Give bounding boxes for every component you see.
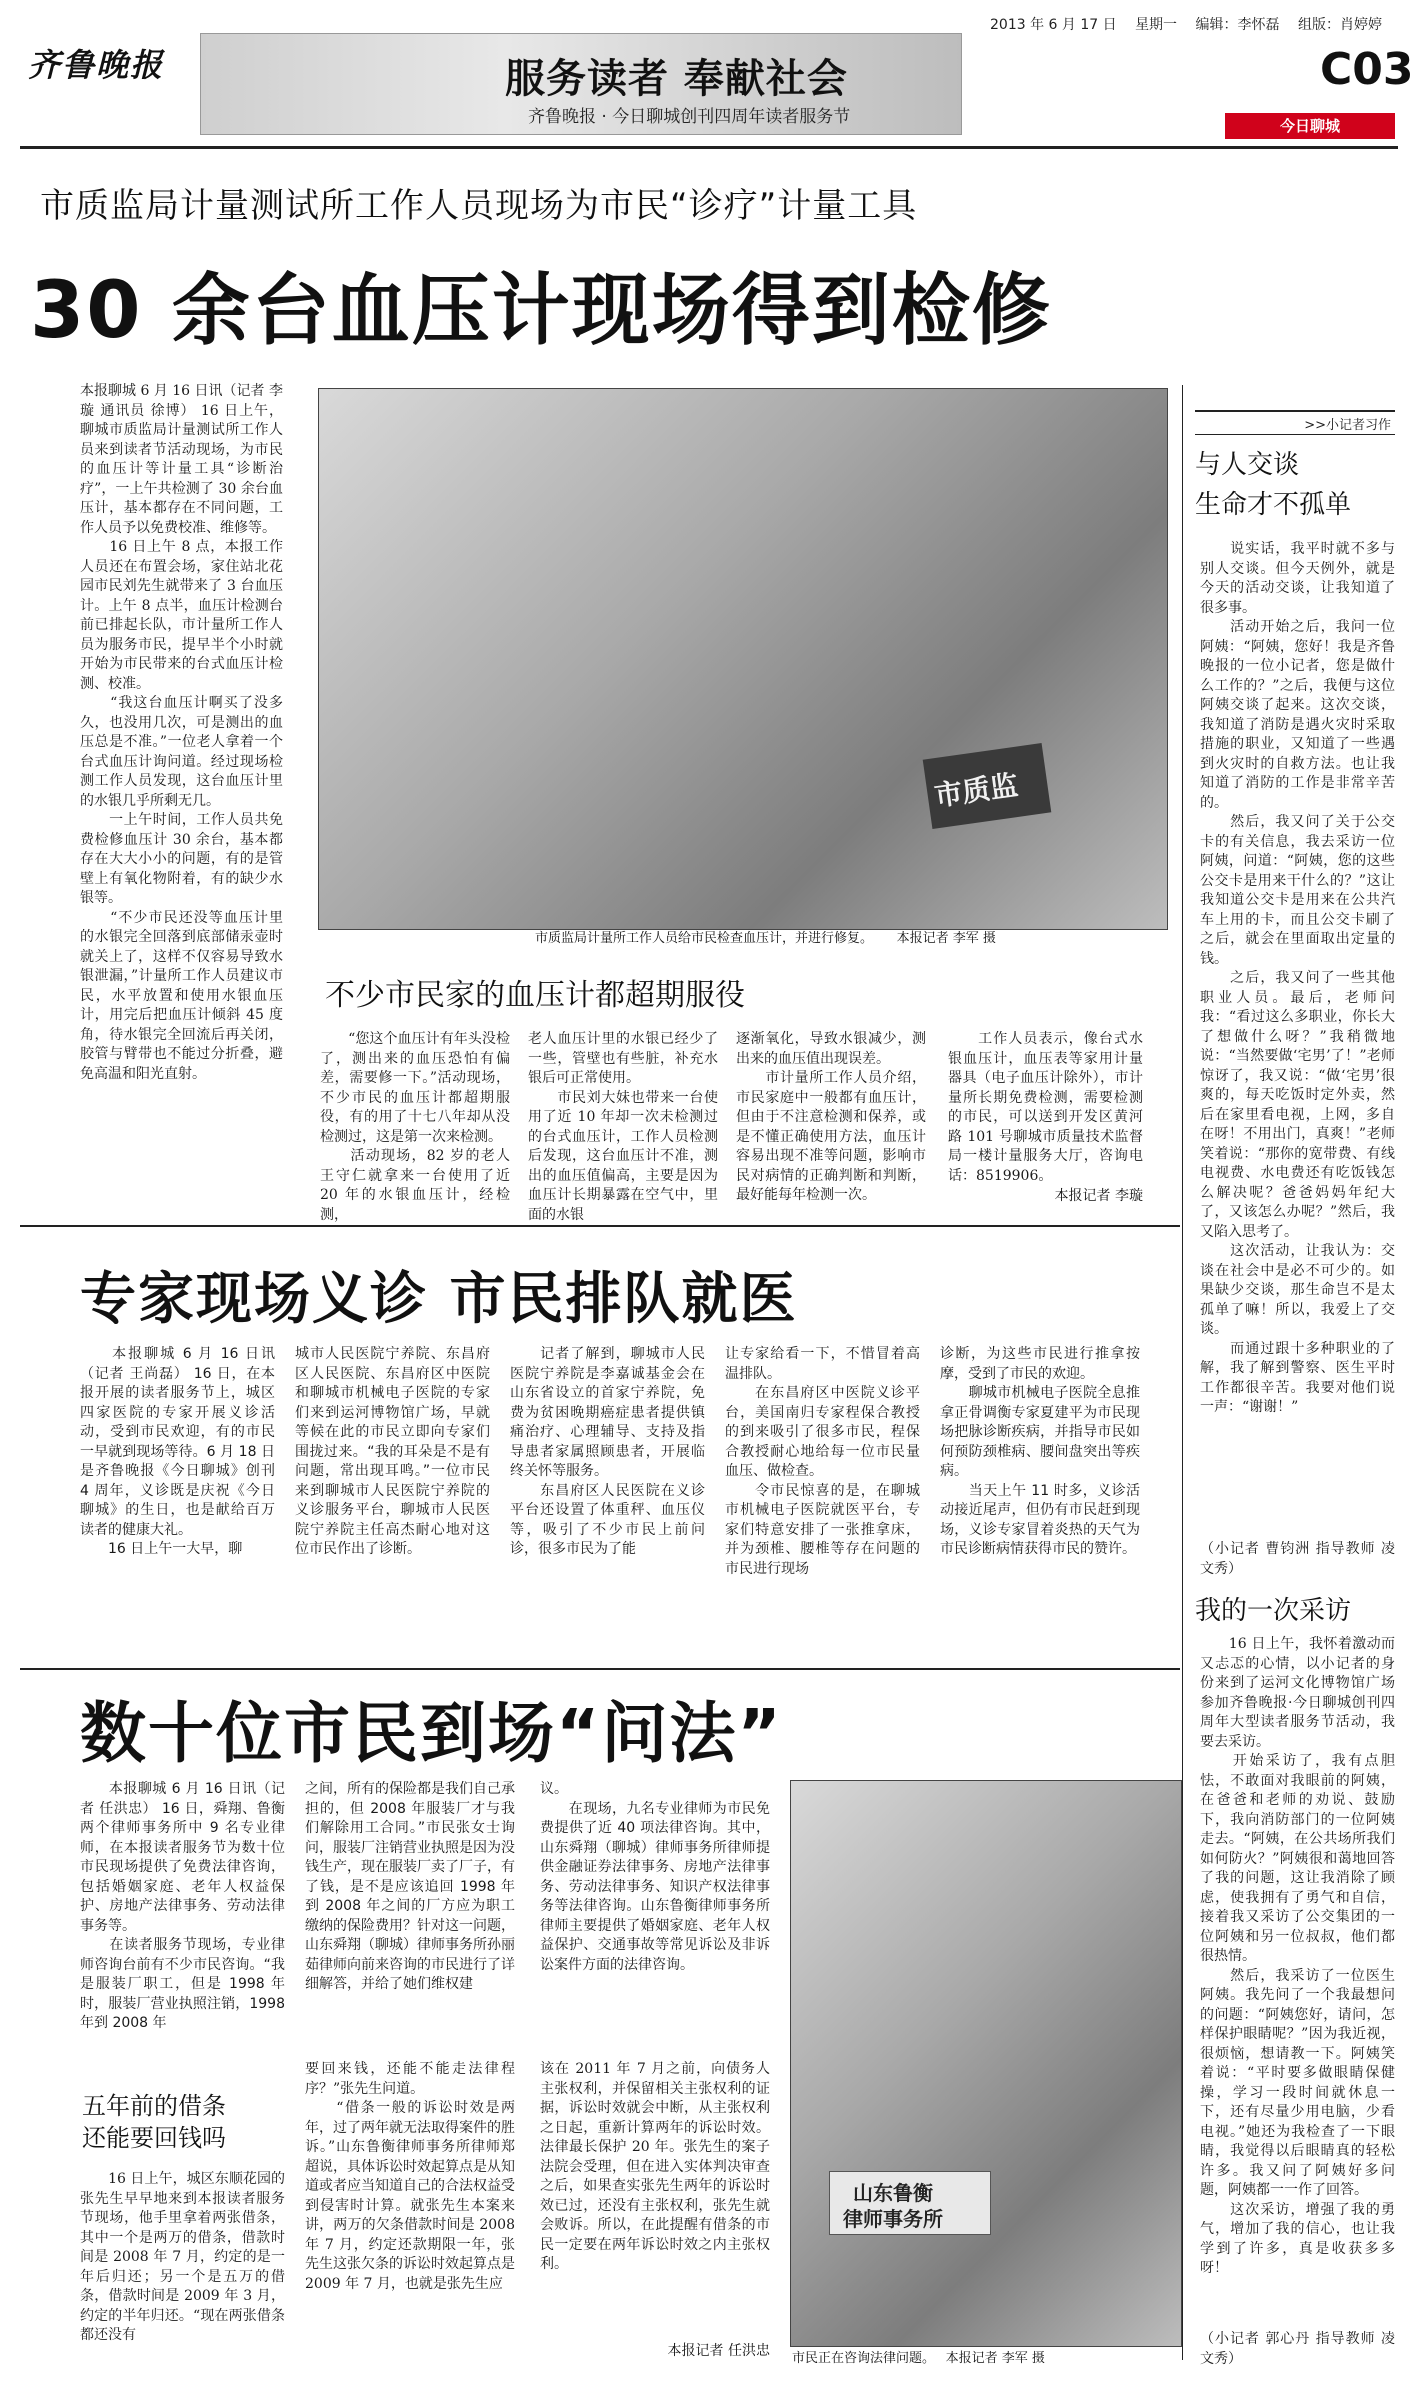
sidebar-title1	[1195, 445, 1351, 525]
caption-text: 市质监局计量所工作人员给市民检查血压计，并进行修复。	[535, 931, 867, 946]
story3-sub-col1: 16 日上午，城区东顺花园的张先生早早地来到本报读者服务节现场，他手里拿着两张借条，其中一个是两万的借条，借款时间是 2008 年 7 月，约定的是一年后归还；另一个是五万的借条，借款时间是 2009 年 3 月，约定的半年归还。“现在两张借条都还没有	[80, 2171, 285, 2343]
story2-col3: 记者了解到，聊城市人民医院宁养院是李嘉诚基金会在山东省设立的首家宁养院，免费为贫困晚期癌症患者提供镇痛治疗、心理辅导、支持及指导患者家属照顾患者，开展临终关怀等服务。 东昌府区人民医院在义诊平台还设置了体重秤、血压仪等，吸引了不少市民上前问诊，很多市民为了能	[510, 1346, 705, 1557]
caption-text: 市民正在咨询法律问题。	[792, 2351, 929, 2366]
story3-col1: 本报聊城 6 月 16 日讯（记者 任洪忠） 16 日，舜翔、鲁衡两个律师事务所中 9 名专业律师，在本报读者服务节为数十位市民现场提供了免费法律咨询，包括婚姻家庭、老年人权益保护、房地产法律事务、劳动法律事务等。 在读者服务节现场，专业律师咨询台前有不少市民咨询。“我是服装厂职工，但是 1998 年时，服装厂营业执照注销，1998 年到 2008 年	[80, 1781, 285, 2031]
masthead-rule	[20, 146, 1398, 149]
story1-subhead: 不少市民家的血压计都超期服役	[325, 978, 745, 1013]
story3-col2: 之间，所有的保险都是我们自己承担的，但 2008 年服装厂才与我们解除用工合同。”市民张女士询问，服装厂注销营业执照是因为没钱生产，现在服装厂卖了厂子，有了钱，是不是应该追回 1998 年到 2008 年之间的厂方应为职工缴纳的保险费用？针对这一问题，山东舜翔（聊城）律师事务所孙丽茹律师向前来咨询的市民进行了详细解答，并给了她们维权建	[305, 1781, 515, 1992]
sidebar-title1-line2: 生命才不孤单	[1195, 490, 1352, 520]
story1-sub-col1: “您这个血压计有年头没检了，测出来的血压恐怕有偏差，需要修一下。”活动现场，不少市民的血压计都超期服役，有的用了十七八年却从没检测过，这是第一次来检测。 活动现场，82 岁的老人王守仁就拿来一台使用了近 20 年的水银血压计，经检测，	[320, 1031, 510, 1223]
story1-byline: 本报记者 李璇	[1054, 1188, 1143, 1204]
story1-kicker: 市质监局计量测试所工作人员现场为市民“诊疗”计量工具	[40, 186, 918, 226]
story3-photo-caption	[792, 2350, 1182, 2368]
section-tab: 今日聊城	[1225, 113, 1395, 139]
sidebar-title2: 我的一次采访	[1195, 1590, 1395, 1627]
story1-sub-col4: 工作人员表示，像台式水银血压计，血压表等家用计量器具（电子血压计除外），市计量所长期免费检测，需要检测的市民，可以送到开发区黄河路 101 号聊城市质量技术监督局一楼计量服务大厅，咨询电话：8519906。	[948, 1031, 1143, 1184]
weekday: 星期一	[1135, 17, 1178, 33]
sidebar-title1-line1: 与人交谈	[1195, 450, 1300, 480]
story3-sub-col3: 该在 2011 年 7 月之前，向债务人主张权利，并保留相关主张权利的证据，诉讼时效就会中断，从主张权利之日起，重新计算两年的诉讼时效。法律最长保护 20 年。张先生的案子法院会受理，但在进入实体判决审查之后，如果查实张先生两年的诉讼时效已过，还没有主张权利，张先生就会败诉。所以，在此提醒有借条的市民一定要在两年诉讼时效之内主张权利。	[540, 2061, 770, 2272]
story3-subhead-line1: 五年前的借条	[82, 2092, 226, 2120]
story1-lead: 本报聊城 6 月 16 日讯（记者 李璇 通讯员 徐博） 16 日上午，聊城市质监局计量测试所工作人员来到读者节活动现场，为市民的血压计等计量工具“诊断治疗”，一上午共检测了 30 余台血压计，基本都存在不同问题，工作人员予以免费校准、维修等。 16 日上午 8 点，本报工作人员还在布置会场，家住站北花园市民刘先生就带来了 3 台血压计。上午 8 点半，血压计检测台前已排起长队，市计量所工作人员为服务市民，提早半个小时就开始为市民带来的台式血压计检测、校准。 “我这台血压计啊买了没多久，也没用几次，可是测出的血压总是不准。”一位老人拿着一个台式血压计询问道。经过现场检测工作人员发现，这台血压计里的水银几乎所剩无几。 一上午时间，工作人员共免费检修血压计 30 余台，基本都存在大大小小的问题，有的是管壁上有氧化物附着，有的缺少水银等。 “不少市民还没等血压计里的水银完全回落到底部储汞壶时就关上了，这样不仅容易导致水银泄漏，”计量所工作人员建议市民，水平放置和使用水银血压计，用完后把血压计倾斜 45 度角，待水银完全回流后再关闭，胶管与臂带也不能过分折叠，避免高温和阳光直射。	[80, 383, 283, 1082]
banner-title: 服务读者 奉献社会	[505, 56, 848, 102]
story1-photo	[318, 388, 1168, 930]
caption-credit: 本报记者 李军 摄	[945, 2351, 1045, 2366]
story1-headline: 30 余台血压计现场得到检修	[30, 266, 1052, 356]
sidebar-tag	[1195, 410, 1395, 435]
banner-subtitle: 齐鲁晚报 · 今日聊城创刊四周年读者服务节	[528, 107, 851, 127]
sidebar-tag-text: >>小记者习作	[1304, 418, 1391, 433]
editor: 编辑：李怀磊	[1195, 17, 1280, 33]
story1-bottom-rule	[20, 1225, 1180, 1227]
story3-subhead	[82, 2090, 226, 2154]
story3-headline: 数十位市民到场“问法”	[80, 1695, 783, 1772]
photo-sign-line2: 律师事务所	[843, 2207, 943, 2231]
sidebar-divider	[1182, 385, 1183, 2360]
date-line	[990, 14, 1382, 34]
layout-editor: 组版：肖婷婷	[1297, 17, 1382, 33]
story3-byline: 本报记者 任洪忠	[667, 2343, 770, 2359]
story2-col5: 诊断，为这些市民进行推拿按摩，受到了市民的欢迎。 聊城市机械电子医院全息推拿正骨调衡专家夏建平为市民现场把脉诊断疾病，并指导市民如何预防颈椎病、腰间盘突出等疾病。 当天上午 11 时多，义诊活动接近尾声，但仍有市民赶到现场，义诊专家冒着炎热的天气为市民诊断病情获得市民的赞许。	[940, 1346, 1140, 1557]
story1-sub-col3: 逐渐氧化，导致水银减少，测出来的血压值出现误差。 市计量所工作人员介绍，市民家庭中一般都有血压计，但由于不注意检测和保养，或是不懂正确使用方法，血压计容易出现不准等问题，影响市民对病情的正确判断和判断，最好能每年检测一次。	[736, 1031, 926, 1203]
sidebar-essay2: 16 日上午，我怀着激动而又忐忑的心情，以小记者的身份来到了运河文化博物馆广场参加齐鲁晚报·今日聊城创刊四周年大型读者服务节活动，我要去采访。 开始采访了，我有点胆怯，不敢面对我眼前的阿姨，在爸爸和老师的劝说、鼓励下，我向消防部门的一位阿姨走去。“阿姨，在公共场所我们如何防火？”阿姨很和蔼地回答了我的问题，这让我消除了顾虑，使我拥有了勇气和自信，接着我又采访了公交集团的一位阿姨和另一位叔叔，他们都很热情。 然后，我采访了一位医生阿姨。我先问了一个我最想问的问题：“阿姨您好，请问，怎样保护眼睛呢？”因为我近视，很烦恼，想请教一下。阿姨笑着说：“平时要多做眼睛保健操，学习一段时间就休息一下，还有尽量少用电脑，少看电视。”她还为我检查了一下眼睛，我觉得以后眼睛真的轻松许多。我又问了阿姨好多问题，阿姨都一一作了回答。 这次采访，增强了我的勇气，增加了我的信心，也让我学到了许多，真是收获多多呀！	[1200, 1635, 1395, 2325]
page-number: C03	[1320, 44, 1414, 95]
newspaper-logo: 齐鲁晚报	[28, 46, 165, 84]
story2-col4: 让专家给看一下，不惜冒着高温排队。 在东昌府区中医院义诊平台，美国南归专家程保合教授的到来吸引了很多市民，程保合教授耐心地给每一位市民量血压、做检查。 令市民惊喜的是，在聊城市机械电子医院就医平台，专家们特意安排了一张推拿床，并为颈椎、腰椎等存在问题的市民进行现场	[725, 1346, 920, 1577]
sidebar-author1: （小记者 曹钧洲 指导教师 凌文秀）	[1200, 1540, 1395, 1585]
story2-col1: 本报聊城 6 月 16 日讯（记者 王尚磊） 16 日，在本报开展的读者服务节上，城区四家医院的专家开展义诊活动，受到市民欢迎，有的市民一早就到现场等待。6 月 18 日是齐鲁晚报《今日聊城》创刊 4 周年，义诊既是庆祝《今日聊城》的生日，也是献给百万读者的健康大礼。 16 日上午一大早，聊	[80, 1346, 275, 1557]
story2-headline: 专家现场义诊 市民排队就医	[80, 1267, 798, 1332]
story1-photo-caption	[535, 930, 1175, 948]
story1-sub-col2: 老人血压计里的水银已经少了一些，管壁也有些脏，补充水银后可正常使用。 市民刘大妹也带来一台使用了近 10 年却一次未检测过的台式血压计，工作人员检测后发现，这台血压计不准，测出的血压值偏高，主要是因为血压计长期暴露在空气中，里面的水银	[528, 1031, 718, 1223]
date: 2013 年 6 月 17 日	[990, 17, 1117, 33]
sidebar-author2: （小记者 郭心丹 指导教师 凌文秀）	[1200, 2330, 1395, 2375]
photo-sign-text: 市质监	[932, 768, 1021, 813]
story3-photo	[790, 1780, 1182, 2347]
story2-bottom-rule	[20, 1668, 1180, 1670]
story2-col2: 城市人民医院宁养院、东昌府区人民医院、东昌府区中医院和聊城市机械电子医院的专家们来到运河博物馆广场，早就等候在此的市民立即向专家们围拢过来。“我的耳朵是不是有问题，常出现耳鸣。”一位市民来到聊城市人民医院宁养院的义诊服务平台，聊城市人民医院宁养院主任高杰耐心地对这位市民作出了诊断。	[295, 1346, 490, 1557]
story3-subhead-line2: 还能要回钱吗	[82, 2124, 226, 2152]
sidebar-essay1: 说实话，我平时就不多与别人交谈。但今天例外，就是今天的活动交谈，让我知道了很多事。 活动开始之后，我问一位阿姨：“阿姨，您好！我是齐鲁晚报的一位小记者，您是做什么工作的？”之后，我便与这位阿姨交谈了起来。这次交谈，我知道了消防是遇火灾时采取措施的职业，又知道了一些遇到火灾时的自救方法。也让我知道了消防的工作是非常辛苦的。 然后，我又问了关于公交卡的有关信息，我去采访一位阿姨，问道：“阿姨，您的这些公交卡是用来干什么的？”这让我知道公交卡是用来在公共汽车上用的卡，而且公交卡刷了之后，就会在里面取出定量的钱。 之后，我又问了一些其他职业人员。最后，老师问我：“看过这么多职业，你长大了想做什么呀？”我稍微地说：“当然要做‘宅男’了！”老师惊讶了，我又说：“做‘宅男’很爽的，每天吃饭时定外卖，然后在家里看电视，上网，多自在呀！不用出门，真爽！”老师笑着说：“那你的宽带费、有线电视费、水电费还有吃饭钱怎么解决呢？爸爸妈妈年纪大了，又该怎么办呢？”然后，我又陷入思考了。 这次活动，让我认为：交谈在社会中是必不可少的。如果缺少交谈，那生命岂不是太孤单了嘛！所以，我爱上了交谈。 而通过跟十多种职业的了解，我了解到警察、医生平时工作都很辛苦。我要对他们说一声：“谢谢！”	[1200, 541, 1395, 1415]
story3-col3: 议。 在现场，九名专业律师为市民免费提供了近 40 项法律咨询。其中，山东舜翔（聊城）律师事务所律师提供金融证券法律事务、房地产法律事务、劳动法律事务、知识产权法律事务等法律咨询。山东鲁衡律师事务所律师主要提供了婚姻家庭、老年人权益保护、交通事故等常见诉讼及非诉讼案件方面的法律咨询。	[540, 1781, 770, 1973]
caption-credit: 本报记者 李军 摄	[896, 931, 996, 946]
photo-sign-line1: 山东鲁衡	[853, 2181, 933, 2205]
story3-sub-col2: 要回来钱，还能不能走法律程序？”张先生问道。 “借条一般的诉讼时效是两年，过了两年就无法取得案件的胜诉。”山东鲁衡律师事务所律师郑超说，具体诉讼时效起算点是从知道或者应当知道自己的合法权益受到侵害时计算。就张先生本案来讲，两万的欠条借款时间是 2008 年 7 月，约定还款期限一年，张先生这张欠条的诉讼时效起算点是 2009 年 7 月，也就是张先生应	[305, 2061, 515, 2292]
